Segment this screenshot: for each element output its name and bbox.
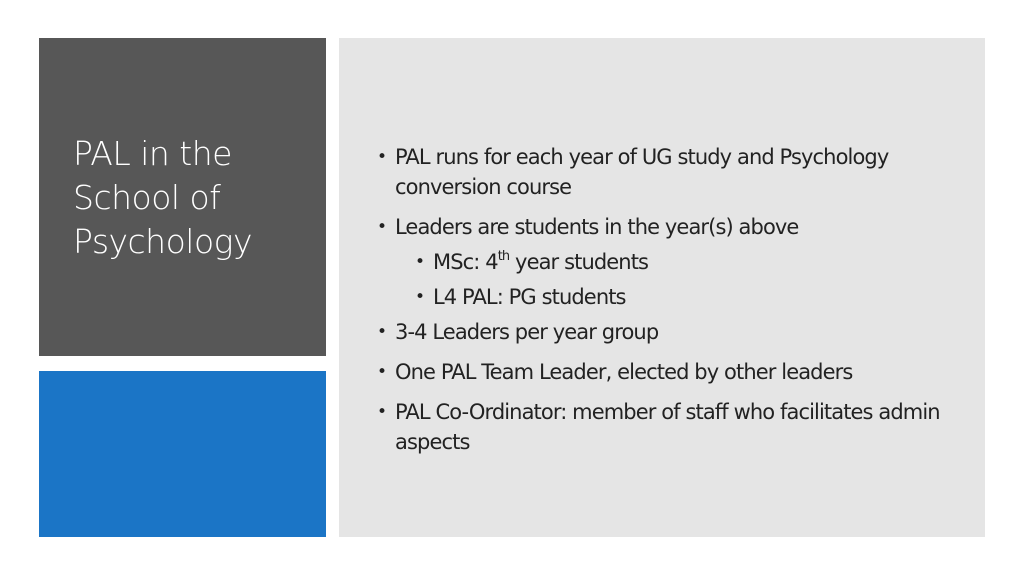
content-panel [339,38,985,537]
bullet-item [339,397,985,457]
sub-bullet-item [339,247,985,277]
slide-title [73,132,313,264]
sub-bullet-item [339,282,985,312]
bullet-text-prefix: MSc: 4 [433,250,498,274]
bullet-text: PAL runs for each year of UG study and Psychology conversion course [395,145,889,199]
accent-block [39,371,326,537]
bullet-item [339,212,985,242]
bullet-list [339,142,985,467]
bullet-text: Leaders are students in the year(s) above [395,215,799,239]
bullet-item [339,142,985,202]
ordinal-superscript: th [497,249,510,264]
title-panel [39,38,326,356]
title-line: Psychology [73,222,252,261]
title-line: School of [73,178,221,217]
bullet-text: L4 PAL: PG students [433,285,626,309]
bullet-text: One PAL Team Leader, elected by other leaders [395,360,853,384]
bullet-text: 3-4 Leaders per year group [395,320,659,344]
bullet-item [339,357,985,387]
title-line: PAL in the [73,134,232,173]
bullet-text: PAL Co-Ordinator: member of staff who facilitates admin aspects [395,400,940,454]
bullet-text-suffix: year students [509,250,649,274]
bullet-item [339,317,985,347]
